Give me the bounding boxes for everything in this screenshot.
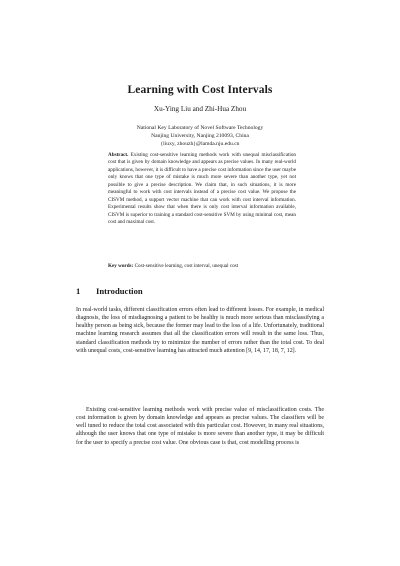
abstract-label: Abstract. bbox=[108, 152, 129, 158]
abstract-text: Existing cost-sensitive learning methods work with unequal misclassification cost that is given by domain knowledge and appears as precise values. In many real-world applications, however, it is difficult to have a precise cost information since the user maybe only knows that one type of mistake is much more severe than another type, yet not possible to give a precise description. We claim that, in such situations, it is more meaningful to work with cost intervals instead of a precise cost value. We propose the CISVM method, a support vector machine that can work with cost interval information. Experimental results show that when there is only cost interval information available, CISVM is superior to training a standard cost-sensitive SVM by using minimal cost, mean cost and maximal cost. bbox=[108, 152, 296, 226]
paragraph-1: In real-world tasks, different classification errors often lead to different losses. For example, in medical diagnosis, the loss of misdiagnosing a patient to be healthy is much more serious than misclassifying a healthy person as being sick, because the former may lead to the loss of a life. Unfortunately, traditional machine learning research assumes that all the classification errors will result in the same loss. Thus, standard classification methods try to minimize the number of errors rather than the total cost. To deal with unequal costs, cost-sensitive learning has attracted much attention [9, 14, 17, 18, 7, 12]. bbox=[76, 307, 324, 354]
section-heading bbox=[76, 286, 143, 296]
paragraph-2: Existing cost-sensitive learning methods work with precise value of misclassification costs. The cost information is given by domain knowledge and appears as precise values. The classifiers will be well tuned to reduce the total cost associated with this particular cost. However, in many real situations, although the user knows that one type of mistake is more severe than another type, it may be difficult for the user to specify a precise cost value. One obvious case is that, cost modelling process is bbox=[76, 407, 324, 446]
affiliation-email: {liuxy, zhouzh}@lamda.nju.edu.cn bbox=[160, 141, 240, 148]
keywords bbox=[108, 263, 296, 270]
keywords-text: Cost-sensitive learning, cost interval, unequal cost bbox=[134, 263, 239, 269]
section-number: 1 bbox=[76, 286, 81, 296]
section-title: Introduction bbox=[96, 286, 143, 296]
affiliation-lab: National Key Laboratory of Novel Software Technology bbox=[136, 125, 264, 131]
affiliation-university: Nanjing University, Nanjing 210093, China bbox=[151, 133, 249, 140]
paper-authors: Xu-Ying Liu and Zhi-Hua Zhou bbox=[153, 105, 247, 113]
paper-title: Learning with Cost Intervals bbox=[127, 84, 273, 96]
keywords-label: Key words: bbox=[108, 263, 134, 269]
affiliation-block bbox=[0, 124, 400, 149]
abstract bbox=[108, 152, 296, 227]
